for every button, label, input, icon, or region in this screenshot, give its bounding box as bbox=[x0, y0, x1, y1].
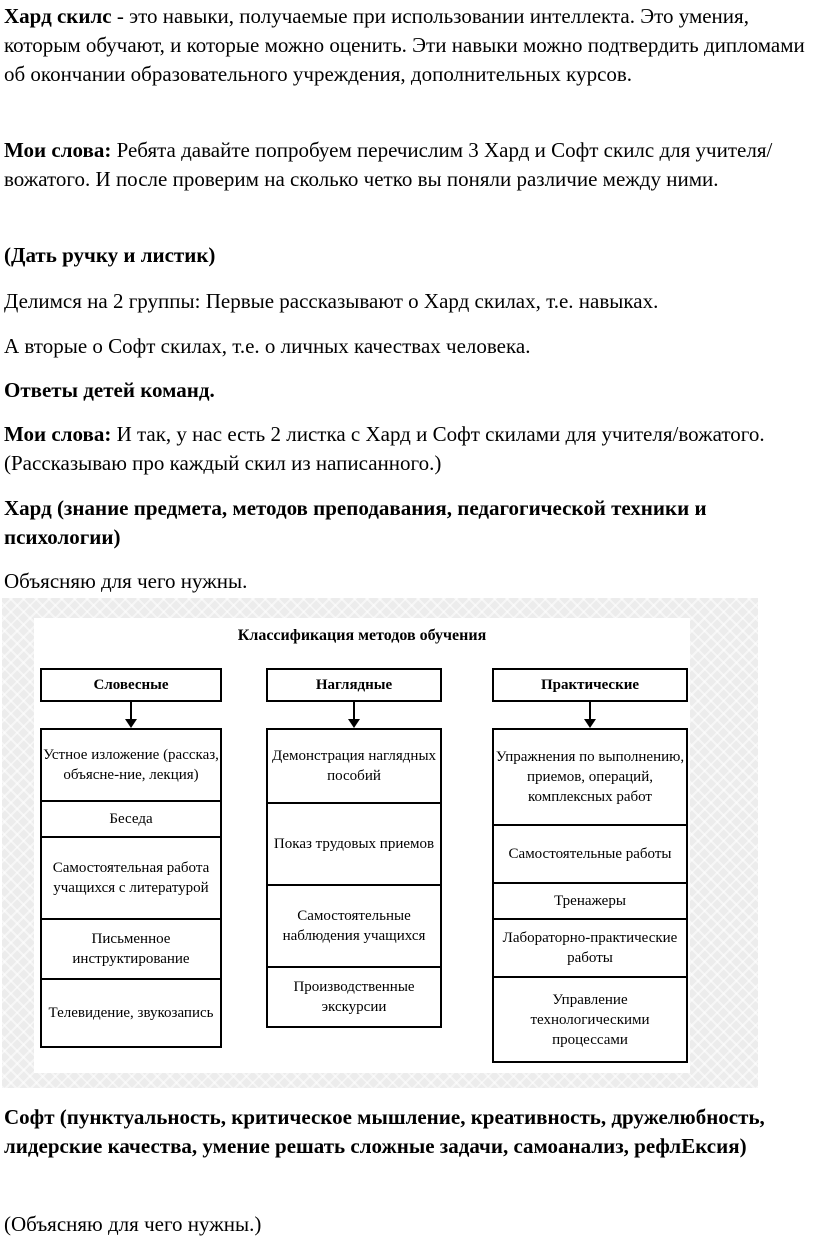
list-item: Беседа bbox=[42, 800, 220, 836]
paragraph-soft-list: Софт (пунктуальность, критическое мышление, креативность, дружелюбность, лидерские качества, умение решать сложные задачи, самоанализ, рефлЕксия) bbox=[4, 1105, 765, 1158]
my-words-label-2: Мои слова: bbox=[4, 422, 112, 446]
my-words-text-2: И так, у нас есть 2 листка с Хард и Софт скилами для учителя/вожатого. (Рассказываю про каждый скил из написанного.) bbox=[4, 422, 765, 475]
list-item: Самостоятельная работа учащихся с литературой bbox=[42, 836, 220, 918]
classification-diagram bbox=[34, 618, 690, 1073]
list-item: Показ трудовых приемов bbox=[268, 802, 440, 884]
term-hard-skills: Хард скилс bbox=[4, 4, 112, 28]
visual-methods-list bbox=[266, 728, 442, 1028]
diagram-title: Классификация методов обучения bbox=[237, 627, 487, 644]
paragraph-explain-1: Объясняю для чего нужны. bbox=[4, 569, 248, 593]
paragraph-my-words-1 bbox=[4, 136, 810, 194]
paragraph-hard-list: Хард (знание предмета, методов преподавания, педагогической техники и психологии) bbox=[4, 496, 707, 549]
list-item: Демонстрация наглядных пособий bbox=[271, 748, 437, 784]
my-words-label: Мои слова: bbox=[4, 138, 112, 162]
list-item: Управление технологическими процессами bbox=[494, 976, 686, 1061]
arrow-verbal bbox=[130, 702, 132, 726]
header-verbal: Словесные bbox=[40, 668, 222, 702]
header-visual: Наглядные bbox=[266, 668, 442, 702]
paragraph-pen-paper: (Дать ручку и листик) bbox=[4, 243, 216, 267]
list-item: Телевидение, звукозапись bbox=[42, 978, 220, 1046]
list-item: Тренажеры bbox=[494, 882, 686, 918]
practical-methods-list bbox=[492, 728, 688, 1063]
paragraph-answers: Ответы детей команд. bbox=[4, 378, 215, 402]
list-item: Производственные экскурсии bbox=[268, 966, 440, 1026]
list-item: Лабораторно-практические работы bbox=[494, 918, 686, 976]
paragraph-hard-skills-definition bbox=[4, 2, 810, 89]
list-item: Письменное инструктирование bbox=[42, 918, 220, 978]
paragraph-groups: Делимся на 2 группы: Первые рассказывают о Хард скилах, т.е. навыках. bbox=[4, 289, 659, 313]
definition-text: - это навыки, получаемые при использовании интеллекта. Это умения, которым обучают, и которые можно оценить. Эти навыки можно подтвердить дипломами об окончании образовательного учреждения, дополнительных курсов. bbox=[4, 4, 805, 86]
arrow-visual bbox=[353, 702, 355, 726]
list-item: Самостоятельные работы bbox=[494, 824, 686, 882]
paragraph-second-group: А вторые о Софт скилах, т.е. о личных качествах человека. bbox=[4, 334, 531, 358]
list-item: Упражнения по выполнению, приемов, операций, комплексных работ bbox=[495, 749, 685, 805]
verbal-methods-list bbox=[40, 728, 222, 1048]
list-item: Самостоятельные наблюдения учащихся bbox=[268, 884, 440, 966]
header-practical: Практические bbox=[492, 668, 688, 702]
my-words-text: Ребята давайте попробуем перечислим 3 Хард и Софт скилс для учителя/вожатого. И после проверим на сколько четко вы поняли различие между ними. bbox=[4, 138, 773, 191]
paragraph-explain-2: (Объясняю для чего нужны.) bbox=[4, 1212, 262, 1236]
list-item: Устное изложение (рассказ, объясне-ние, лекция) bbox=[43, 747, 219, 783]
arrow-practical bbox=[589, 702, 591, 726]
teaching-methods-figure bbox=[2, 598, 758, 1088]
paragraph-my-words-2 bbox=[4, 420, 810, 478]
